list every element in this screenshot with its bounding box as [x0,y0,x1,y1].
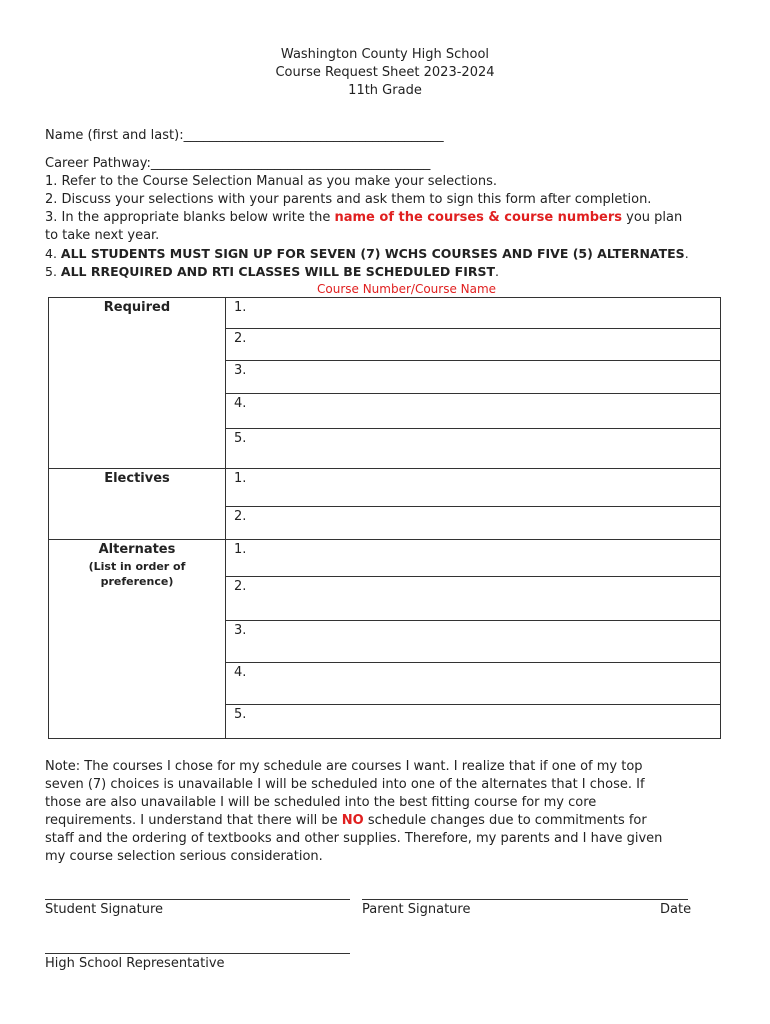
instruction-4-text: ALL STUDENTS MUST SIGN UP FOR SEVEN (7) WCHS COURSES AND FIVE (5) ALTERNATES [60,246,685,261]
alternates-slot-3[interactable]: 3. [226,621,721,663]
note-line-4 [45,813,647,828]
alternates-slot-2[interactable]: 2. [226,577,721,621]
representative-signature-line[interactable] [45,953,350,954]
required-slot-4[interactable]: 4. [226,394,721,429]
table-caption: Course Number/Course Name [317,282,497,296]
instruction-4 [45,246,689,261]
alternates-slot-4[interactable]: 4. [226,663,721,705]
parent-signature-line[interactable] [362,899,688,900]
note-line-4-a: requirements. I understand that there will be [45,813,342,828]
instruction-5 [45,264,499,279]
electives-slot-2[interactable]: 2. [226,507,721,540]
alternates-sub-2: preference) [100,575,174,588]
note-line-5: staff and the ordering of textbooks and other supplies. Therefore, my parents and I have given [45,831,663,846]
note-line-1: Note: The courses I chose for my schedule are courses I want. I realize that if one of my top [45,759,643,774]
instruction-4-end: . [684,246,689,261]
alternates-title: Alternates [98,542,176,557]
instruction-5-text: ALL RREQUIRED AND RTI CLASSES WILL BE SCHEDULED FIRST [60,264,495,279]
required-slot-3[interactable]: 3. [226,361,721,394]
instruction-2: 2. Discuss your selections with your parents and ask them to sign this form after completion. [45,192,652,207]
instruction-5-num: 5. [45,264,61,279]
alternates-label [49,540,226,739]
school-title: Washington County High School [280,47,490,62]
instruction-4-num: 4. [45,246,61,261]
required-slot-1[interactable]: 1. [226,298,721,329]
note-line-2: seven (7) choices is unavailable I will be scheduled into one of the alternates that I chose. If [45,777,645,792]
parent-signature-label: Parent Signature [362,902,471,917]
note-line-4-b: schedule changes due to commitments for [363,813,647,828]
date-label: Date [660,902,692,917]
instruction-3 [45,210,682,225]
instruction-3-highlight: name of the courses & course numbers [334,210,623,225]
electives-slot-1[interactable]: 1. [226,469,721,507]
representative-label: High School Representative [45,956,225,971]
alternates-slot-5[interactable]: 5. [226,705,721,739]
alternates-slot-1[interactable]: 1. [226,540,721,577]
sheet-title: Course Request Sheet 2023-2024 [275,65,495,80]
required-label: Required [49,298,226,469]
instruction-3-end: you plan [622,210,683,225]
electives-label: Electives [49,469,226,540]
course-table [48,297,721,739]
alternates-sub-1: (List in order of [88,560,186,573]
instruction-3-text: 3. In the appropriate blanks below write the [45,210,335,225]
note-line-6: my course selection serious consideration. [45,849,323,864]
instruction-3-cont: to take next year. [45,228,160,243]
required-slot-2[interactable]: 2. [226,329,721,361]
required-slot-5[interactable]: 5. [226,429,721,469]
grade-title: 11th Grade [348,83,422,98]
name-field[interactable]: Name (first and last):________________________________________ [45,128,444,143]
student-signature-label: Student Signature [45,902,164,917]
career-pathway-field[interactable]: Career Pathway:___________________________________________ [45,156,431,171]
instruction-1: 1. Refer to the Course Selection Manual as you make your selections. [45,174,498,189]
instruction-5-end: . [495,264,499,279]
note-line-3: those are also unavailable I will be scheduled into the best fitting course for my core [45,795,597,810]
note-no-emphasis: NO [341,813,364,828]
student-signature-line[interactable] [45,899,350,900]
